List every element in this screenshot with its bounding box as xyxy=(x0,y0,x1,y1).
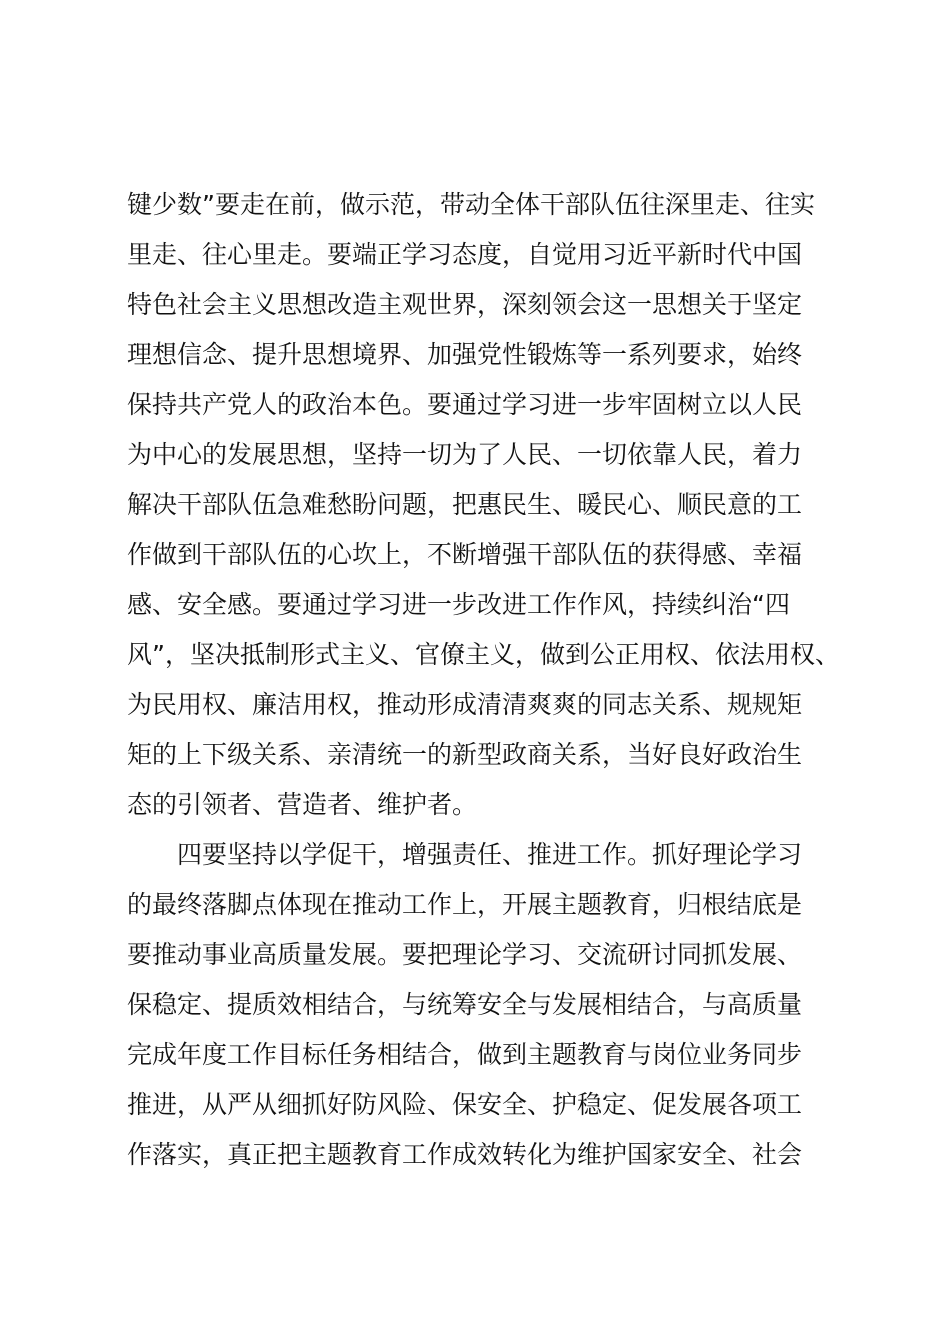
text-line: 特色社会主义思想改造主观世界，深刻领会这一思想关于坚定 xyxy=(127,290,803,319)
text-line: 键少数”要走在前，做示范，带动全体干部队伍往深里走、往实 xyxy=(127,190,815,219)
body-text xyxy=(127,180,847,1180)
text-line: 推进，从严从细抓好防风险、保安全、护稳定、促发展各项工 xyxy=(127,1090,803,1119)
text-line: 为民用权、廉洁用权，推动形成清清爽爽的同志关系、规规矩 xyxy=(127,690,803,719)
text-line: 理想信念、提升思想境界、加强党性锻炼等一系列要求，始终 xyxy=(127,340,803,369)
text-line: 态的引领者、营造者、维护者。 xyxy=(127,790,478,819)
text-line: 为中心的发展思想，坚持一切为了人民、一切依靠人民，着力 xyxy=(127,440,803,469)
paragraph-start-line: 四要坚持以学促干，增强责任、推进工作。抓好理论学习 xyxy=(177,840,803,869)
text-line: 感、安全感。要通过学习进一步改进工作作风，持续纠治“四 xyxy=(127,590,790,619)
text-line: 完成年度工作目标任务相结合，做到主题教育与岗位业务同步 xyxy=(127,1040,803,1069)
text-line: 的最终落脚点体现在推动工作上，开展主题教育，归根结底是 xyxy=(127,890,803,919)
text-line: 里走、往心里走。要端正学习态度，自觉用习近平新时代中国 xyxy=(127,240,803,269)
text-line: 解决干部队伍急难愁盼问题，把惠民生、暖民心、顺民意的工 xyxy=(127,490,803,519)
text-line: 风”，坚决抵制形式主义、官僚主义，做到公正用权、依法用权、 xyxy=(127,640,840,669)
text-line: 矩的上下级关系、亲清统一的新型政商关系，当好良好政治生 xyxy=(127,740,803,769)
text-line: 作做到干部队伍的心坎上，不断增强干部队伍的获得感、幸福 xyxy=(127,540,803,569)
text-line: 保稳定、提质效相结合，与统筹安全与发展相结合，与高质量 xyxy=(127,990,803,1019)
text-line: 作落实，真正把主题教育工作成效转化为维护国家安全、社会 xyxy=(127,1140,803,1169)
text-line: 保持共产党人的政治本色。要通过学习进一步牢固树立以人民 xyxy=(127,390,803,419)
text-line: 要推动事业高质量发展。要把理论学习、交流研讨同抓发展、 xyxy=(127,940,803,969)
